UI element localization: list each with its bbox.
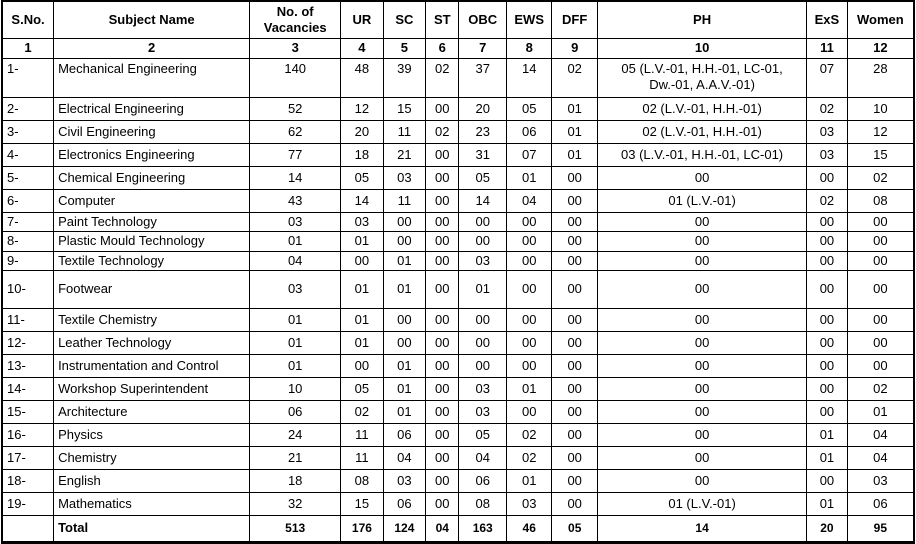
cell-ph: 00 bbox=[597, 354, 806, 377]
cell-st: 00 bbox=[426, 251, 459, 270]
column-number-sno: 1 bbox=[2, 39, 54, 59]
cell-ur: 15 bbox=[341, 492, 383, 515]
cell-women: 04 bbox=[847, 423, 914, 446]
cell-women: 00 bbox=[847, 308, 914, 331]
cell-ews: 00 bbox=[506, 400, 551, 423]
cell-women: 12 bbox=[847, 121, 914, 144]
cell-exs: 00 bbox=[807, 331, 847, 354]
cell-ews: 01 bbox=[506, 469, 551, 492]
cell-obc: 01 bbox=[459, 270, 507, 308]
cell-sno: 14- bbox=[2, 377, 54, 400]
cell-ph: 00 bbox=[597, 251, 806, 270]
cell-exs: 01 bbox=[807, 423, 847, 446]
cell-women: 01 bbox=[847, 400, 914, 423]
table-row bbox=[2, 121, 914, 144]
cell-ur: 01 bbox=[341, 331, 383, 354]
cell-vacancies: 24 bbox=[250, 423, 341, 446]
cell-st: 00 bbox=[426, 270, 459, 308]
cell-ur: 01 bbox=[341, 232, 383, 251]
cell-ur: 12 bbox=[341, 98, 383, 121]
cell-obc: 03 bbox=[459, 377, 507, 400]
cell-subject: Textile Technology bbox=[54, 251, 250, 270]
cell-vacancies: 14 bbox=[250, 167, 341, 190]
cell-ph: 00 bbox=[597, 446, 806, 469]
cell-vacancies: 01 bbox=[250, 308, 341, 331]
cell-sno: 17- bbox=[2, 446, 54, 469]
cell-ph: 05 (L.V.-01, H.H.-01, LC-01, Dw.-01, A.A.V.-01) bbox=[597, 59, 806, 98]
cell-sc: 01 bbox=[383, 251, 425, 270]
cell-obc: 31 bbox=[459, 144, 507, 167]
cell-obc: 20 bbox=[459, 98, 507, 121]
cell-ews: 06 bbox=[506, 121, 551, 144]
cell-exs: 00 bbox=[807, 400, 847, 423]
cell-st: 00 bbox=[426, 213, 459, 232]
cell-obc: 23 bbox=[459, 121, 507, 144]
cell-subject: Civil Engineering bbox=[54, 121, 250, 144]
cell-exs: 00 bbox=[807, 308, 847, 331]
cell-ews: 14 bbox=[506, 59, 551, 98]
cell-sc: 01 bbox=[383, 270, 425, 308]
cell-ur: 01 bbox=[341, 308, 383, 331]
cell-subject: Footwear bbox=[54, 270, 250, 308]
cell-ur: 03 bbox=[341, 213, 383, 232]
cell-ews: 01 bbox=[506, 167, 551, 190]
column-header-exs: ExS bbox=[807, 1, 847, 39]
cell-sno: 2- bbox=[2, 98, 54, 121]
cell-dff: 00 bbox=[552, 213, 597, 232]
table-row bbox=[2, 144, 914, 167]
cell-exs: 00 bbox=[807, 251, 847, 270]
cell-vacancies: 62 bbox=[250, 121, 341, 144]
cell-sno: 6- bbox=[2, 190, 54, 213]
cell-ur: 05 bbox=[341, 377, 383, 400]
table-row bbox=[2, 190, 914, 213]
cell-sc: 21 bbox=[383, 144, 425, 167]
cell-sc: 00 bbox=[383, 331, 425, 354]
cell-exs: 00 bbox=[807, 270, 847, 308]
cell-obc: 14 bbox=[459, 190, 507, 213]
cell-dff: 00 bbox=[552, 167, 597, 190]
cell-ph: 00 bbox=[597, 469, 806, 492]
cell-women: 06 bbox=[847, 492, 914, 515]
cell-ews: 00 bbox=[506, 270, 551, 308]
column-header-dff: DFF bbox=[552, 1, 597, 39]
column-number-exs: 11 bbox=[807, 39, 847, 59]
column-number-st: 6 bbox=[426, 39, 459, 59]
table-body bbox=[2, 59, 914, 543]
column-number-row bbox=[2, 39, 914, 59]
cell-sno: 10- bbox=[2, 270, 54, 308]
cell-dff: 00 bbox=[552, 492, 597, 515]
cell-obc: 37 bbox=[459, 59, 507, 98]
cell-sc: 39 bbox=[383, 59, 425, 98]
cell-st: 00 bbox=[426, 377, 459, 400]
cell-ews: 00 bbox=[506, 213, 551, 232]
cell-ph: 01 (L.V.-01) bbox=[597, 492, 806, 515]
cell-women: 04 bbox=[847, 446, 914, 469]
cell-sno: 16- bbox=[2, 423, 54, 446]
cell-sc: 11 bbox=[383, 121, 425, 144]
cell-vacancies: 03 bbox=[250, 213, 341, 232]
column-header-obc: OBC bbox=[459, 1, 507, 39]
cell-st: 02 bbox=[426, 121, 459, 144]
column-header-ph: PH bbox=[597, 1, 806, 39]
total-dff: 05 bbox=[552, 515, 597, 542]
cell-women: 02 bbox=[847, 167, 914, 190]
cell-subject: Mechanical Engineering bbox=[54, 59, 250, 98]
column-number-ph: 10 bbox=[597, 39, 806, 59]
cell-ur: 08 bbox=[341, 469, 383, 492]
column-number-dff: 9 bbox=[552, 39, 597, 59]
cell-ews: 00 bbox=[506, 251, 551, 270]
cell-dff: 02 bbox=[552, 59, 597, 98]
cell-obc: 00 bbox=[459, 331, 507, 354]
cell-sno: 9- bbox=[2, 251, 54, 270]
total-sc: 124 bbox=[383, 515, 425, 542]
cell-exs: 01 bbox=[807, 446, 847, 469]
cell-st: 00 bbox=[426, 400, 459, 423]
table-row bbox=[2, 400, 914, 423]
cell-ph: 00 bbox=[597, 423, 806, 446]
header-row bbox=[2, 1, 914, 39]
table-row bbox=[2, 98, 914, 121]
cell-vacancies: 18 bbox=[250, 469, 341, 492]
cell-women: 00 bbox=[847, 251, 914, 270]
cell-dff: 00 bbox=[552, 308, 597, 331]
cell-sno: 7- bbox=[2, 213, 54, 232]
total-exs: 20 bbox=[807, 515, 847, 542]
cell-obc: 04 bbox=[459, 446, 507, 469]
cell-obc: 00 bbox=[459, 308, 507, 331]
cell-sno: 5- bbox=[2, 167, 54, 190]
cell-exs: 00 bbox=[807, 232, 847, 251]
cell-st: 00 bbox=[426, 190, 459, 213]
table-row bbox=[2, 354, 914, 377]
total-subject: Total bbox=[54, 515, 250, 542]
cell-subject: Textile Chemistry bbox=[54, 308, 250, 331]
cell-sc: 03 bbox=[383, 167, 425, 190]
cell-sno: 8- bbox=[2, 232, 54, 251]
cell-sc: 11 bbox=[383, 190, 425, 213]
cell-sno: 15- bbox=[2, 400, 54, 423]
cell-ews: 02 bbox=[506, 446, 551, 469]
cell-ur: 05 bbox=[341, 167, 383, 190]
cell-subject: Mathematics bbox=[54, 492, 250, 515]
cell-dff: 01 bbox=[552, 144, 597, 167]
cell-st: 00 bbox=[426, 144, 459, 167]
cell-subject: Computer bbox=[54, 190, 250, 213]
cell-subject: Workshop Superintendent bbox=[54, 377, 250, 400]
cell-vacancies: 140 bbox=[250, 59, 341, 98]
cell-dff: 01 bbox=[552, 98, 597, 121]
cell-st: 00 bbox=[426, 423, 459, 446]
cell-ur: 11 bbox=[341, 446, 383, 469]
cell-exs: 03 bbox=[807, 144, 847, 167]
table-row bbox=[2, 469, 914, 492]
cell-sno: 19- bbox=[2, 492, 54, 515]
cell-sno: 13- bbox=[2, 354, 54, 377]
table-row bbox=[2, 213, 914, 232]
table-row bbox=[2, 251, 914, 270]
column-header-vacancies: No. of Vacancies bbox=[250, 1, 341, 39]
cell-exs: 01 bbox=[807, 492, 847, 515]
cell-subject: Chemistry bbox=[54, 446, 250, 469]
cell-women: 15 bbox=[847, 144, 914, 167]
cell-dff: 01 bbox=[552, 121, 597, 144]
cell-vacancies: 52 bbox=[250, 98, 341, 121]
cell-vacancies: 77 bbox=[250, 144, 341, 167]
cell-st: 00 bbox=[426, 492, 459, 515]
cell-exs: 07 bbox=[807, 59, 847, 98]
column-number-obc: 7 bbox=[459, 39, 507, 59]
cell-ph: 03 (L.V.-01, H.H.-01, LC-01) bbox=[597, 144, 806, 167]
cell-subject: Physics bbox=[54, 423, 250, 446]
cell-vacancies: 06 bbox=[250, 400, 341, 423]
cell-vacancies: 10 bbox=[250, 377, 341, 400]
total-st: 04 bbox=[426, 515, 459, 542]
total-vacancies: 513 bbox=[250, 515, 341, 542]
table-row bbox=[2, 59, 914, 98]
cell-subject: Chemical Engineering bbox=[54, 167, 250, 190]
cell-vacancies: 43 bbox=[250, 190, 341, 213]
column-header-women: Women bbox=[847, 1, 914, 39]
cell-st: 00 bbox=[426, 469, 459, 492]
cell-st: 00 bbox=[426, 232, 459, 251]
cell-st: 00 bbox=[426, 446, 459, 469]
cell-ur: 00 bbox=[341, 251, 383, 270]
cell-ur: 01 bbox=[341, 270, 383, 308]
cell-st: 00 bbox=[426, 98, 459, 121]
cell-vacancies: 04 bbox=[250, 251, 341, 270]
cell-women: 00 bbox=[847, 270, 914, 308]
cell-ews: 00 bbox=[506, 308, 551, 331]
cell-ews: 00 bbox=[506, 232, 551, 251]
cell-sc: 15 bbox=[383, 98, 425, 121]
total-row bbox=[2, 515, 914, 542]
cell-dff: 00 bbox=[552, 232, 597, 251]
cell-obc: 03 bbox=[459, 400, 507, 423]
table-row bbox=[2, 331, 914, 354]
total-ur: 176 bbox=[341, 515, 383, 542]
cell-ph: 00 bbox=[597, 213, 806, 232]
cell-dff: 00 bbox=[552, 190, 597, 213]
total-obc: 163 bbox=[459, 515, 507, 542]
cell-women: 00 bbox=[847, 232, 914, 251]
cell-dff: 00 bbox=[552, 377, 597, 400]
cell-exs: 03 bbox=[807, 121, 847, 144]
cell-ur: 20 bbox=[341, 121, 383, 144]
column-header-st: ST bbox=[426, 1, 459, 39]
cell-ews: 07 bbox=[506, 144, 551, 167]
cell-vacancies: 01 bbox=[250, 331, 341, 354]
table-row bbox=[2, 167, 914, 190]
column-number-vacancies: 3 bbox=[250, 39, 341, 59]
cell-obc: 06 bbox=[459, 469, 507, 492]
cell-ews: 00 bbox=[506, 331, 551, 354]
cell-ph: 01 (L.V.-01) bbox=[597, 190, 806, 213]
subject-vacancy-table bbox=[1, 0, 915, 544]
cell-ur: 11 bbox=[341, 423, 383, 446]
cell-obc: 05 bbox=[459, 423, 507, 446]
cell-st: 00 bbox=[426, 308, 459, 331]
column-number-subject: 2 bbox=[54, 39, 250, 59]
cell-obc: 05 bbox=[459, 167, 507, 190]
cell-dff: 00 bbox=[552, 469, 597, 492]
column-number-ews: 8 bbox=[506, 39, 551, 59]
cell-subject: Electronics Engineering bbox=[54, 144, 250, 167]
total-ph: 14 bbox=[597, 515, 806, 542]
cell-sc: 01 bbox=[383, 377, 425, 400]
cell-ph: 00 bbox=[597, 308, 806, 331]
cell-women: 10 bbox=[847, 98, 914, 121]
cell-sc: 01 bbox=[383, 354, 425, 377]
cell-exs: 02 bbox=[807, 190, 847, 213]
cell-ur: 00 bbox=[341, 354, 383, 377]
cell-sc: 06 bbox=[383, 492, 425, 515]
table-row bbox=[2, 446, 914, 469]
cell-st: 02 bbox=[426, 59, 459, 98]
cell-obc: 08 bbox=[459, 492, 507, 515]
cell-subject: Paint Technology bbox=[54, 213, 250, 232]
column-number-ur: 4 bbox=[341, 39, 383, 59]
cell-ph: 02 (L.V.-01, H.H.-01) bbox=[597, 121, 806, 144]
cell-ur: 18 bbox=[341, 144, 383, 167]
cell-subject: Plastic Mould Technology bbox=[54, 232, 250, 251]
cell-exs: 00 bbox=[807, 354, 847, 377]
cell-ur: 14 bbox=[341, 190, 383, 213]
cell-sno: 18- bbox=[2, 469, 54, 492]
cell-women: 02 bbox=[847, 377, 914, 400]
cell-women: 03 bbox=[847, 469, 914, 492]
cell-ews: 03 bbox=[506, 492, 551, 515]
cell-obc: 00 bbox=[459, 232, 507, 251]
cell-ph: 00 bbox=[597, 232, 806, 251]
cell-st: 00 bbox=[426, 331, 459, 354]
cell-ews: 04 bbox=[506, 190, 551, 213]
cell-subject: Instrumentation and Control bbox=[54, 354, 250, 377]
table-row bbox=[2, 492, 914, 515]
cell-exs: 02 bbox=[807, 98, 847, 121]
cell-exs: 00 bbox=[807, 377, 847, 400]
table-row bbox=[2, 270, 914, 308]
cell-ews: 00 bbox=[506, 354, 551, 377]
cell-exs: 00 bbox=[807, 469, 847, 492]
cell-sc: 04 bbox=[383, 446, 425, 469]
cell-subject: Architecture bbox=[54, 400, 250, 423]
cell-vacancies: 01 bbox=[250, 232, 341, 251]
cell-ph: 02 (L.V.-01, H.H.-01) bbox=[597, 98, 806, 121]
cell-sno: 11- bbox=[2, 308, 54, 331]
cell-women: 28 bbox=[847, 59, 914, 98]
cell-ews: 05 bbox=[506, 98, 551, 121]
total-women: 95 bbox=[847, 515, 914, 542]
cell-sc: 06 bbox=[383, 423, 425, 446]
cell-obc: 00 bbox=[459, 213, 507, 232]
cell-subject: English bbox=[54, 469, 250, 492]
cell-ph: 00 bbox=[597, 167, 806, 190]
cell-ews: 02 bbox=[506, 423, 551, 446]
table-row bbox=[2, 423, 914, 446]
cell-women: 00 bbox=[847, 354, 914, 377]
table-row bbox=[2, 232, 914, 251]
cell-obc: 03 bbox=[459, 251, 507, 270]
cell-sno: 12- bbox=[2, 331, 54, 354]
cell-st: 00 bbox=[426, 354, 459, 377]
cell-women: 08 bbox=[847, 190, 914, 213]
cell-ur: 48 bbox=[341, 59, 383, 98]
cell-exs: 00 bbox=[807, 213, 847, 232]
cell-vacancies: 21 bbox=[250, 446, 341, 469]
cell-ur: 02 bbox=[341, 400, 383, 423]
cell-ph: 00 bbox=[597, 270, 806, 308]
cell-sno: 4- bbox=[2, 144, 54, 167]
column-header-sc: SC bbox=[383, 1, 425, 39]
column-number-women: 12 bbox=[847, 39, 914, 59]
cell-dff: 00 bbox=[552, 270, 597, 308]
cell-women: 00 bbox=[847, 331, 914, 354]
column-header-sno: S.No. bbox=[2, 1, 54, 39]
cell-dff: 00 bbox=[552, 400, 597, 423]
cell-sc: 01 bbox=[383, 400, 425, 423]
cell-sno: 1- bbox=[2, 59, 54, 98]
table-row bbox=[2, 377, 914, 400]
table-head bbox=[2, 1, 914, 59]
cell-dff: 00 bbox=[552, 251, 597, 270]
cell-st: 00 bbox=[426, 167, 459, 190]
cell-vacancies: 03 bbox=[250, 270, 341, 308]
cell-sno: 3- bbox=[2, 121, 54, 144]
cell-ews: 01 bbox=[506, 377, 551, 400]
column-header-ews: EWS bbox=[506, 1, 551, 39]
cell-dff: 00 bbox=[552, 446, 597, 469]
column-header-subject: Subject Name bbox=[54, 1, 250, 39]
cell-ph: 00 bbox=[597, 400, 806, 423]
cell-sc: 00 bbox=[383, 213, 425, 232]
column-number-sc: 5 bbox=[383, 39, 425, 59]
cell-subject: Electrical Engineering bbox=[54, 98, 250, 121]
total-sno bbox=[2, 515, 54, 542]
cell-ph: 00 bbox=[597, 331, 806, 354]
cell-vacancies: 01 bbox=[250, 354, 341, 377]
total-ews: 46 bbox=[506, 515, 551, 542]
cell-sc: 00 bbox=[383, 232, 425, 251]
cell-vacancies: 32 bbox=[250, 492, 341, 515]
cell-ph: 00 bbox=[597, 377, 806, 400]
cell-sc: 00 bbox=[383, 308, 425, 331]
cell-women: 00 bbox=[847, 213, 914, 232]
cell-subject: Leather Technology bbox=[54, 331, 250, 354]
cell-exs: 00 bbox=[807, 167, 847, 190]
cell-dff: 00 bbox=[552, 331, 597, 354]
cell-sc: 03 bbox=[383, 469, 425, 492]
table-row bbox=[2, 308, 914, 331]
cell-dff: 00 bbox=[552, 354, 597, 377]
cell-dff: 00 bbox=[552, 423, 597, 446]
column-header-ur: UR bbox=[341, 1, 383, 39]
cell-obc: 00 bbox=[459, 354, 507, 377]
